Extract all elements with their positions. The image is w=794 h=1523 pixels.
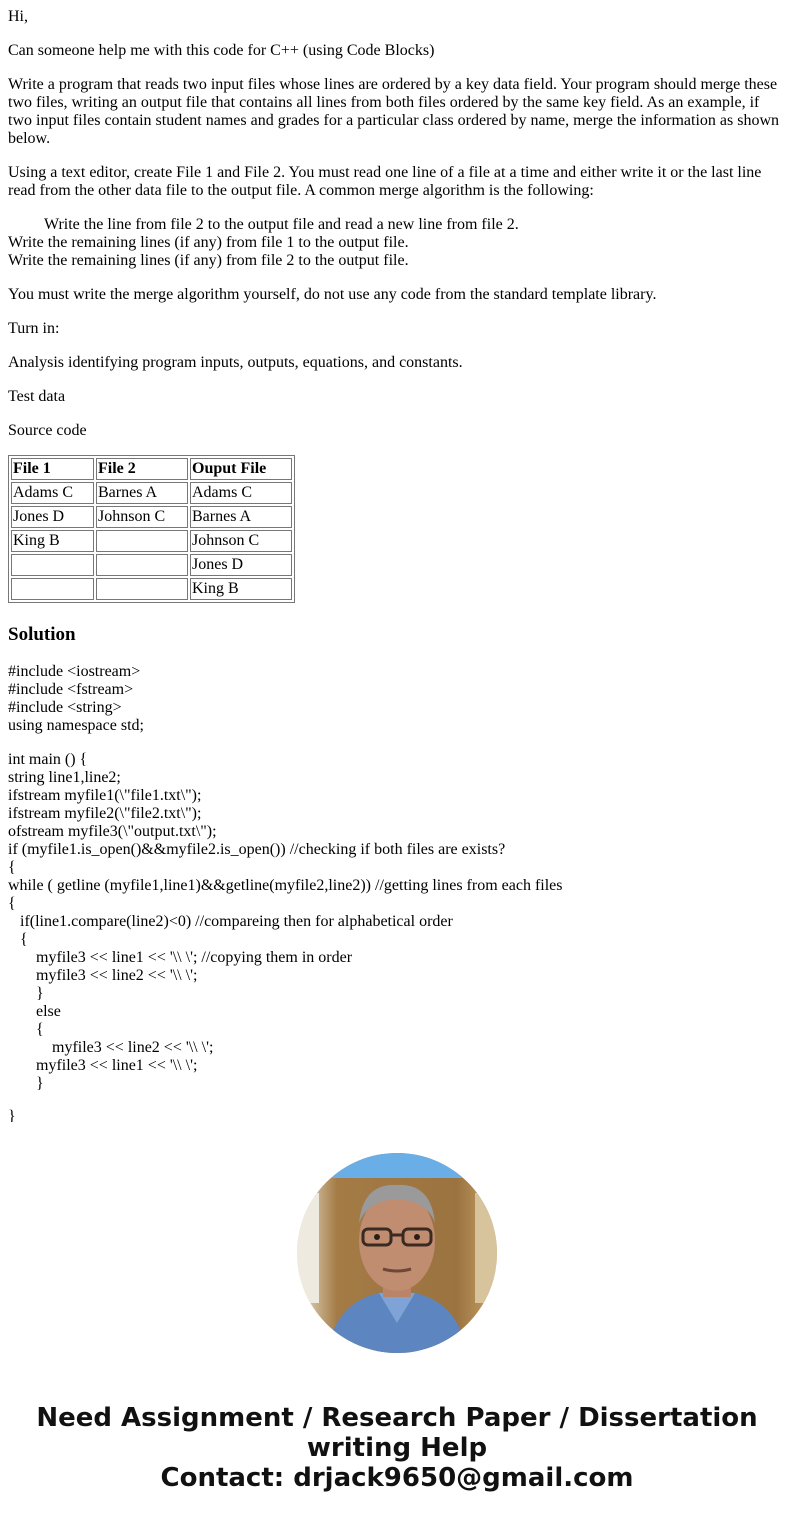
test-data-item: Test data xyxy=(8,388,66,405)
table-cell xyxy=(96,554,188,576)
table-cell: Johnson C xyxy=(190,530,292,552)
solution-heading: Solution xyxy=(8,624,76,645)
table-cell: Jones D xyxy=(11,506,94,528)
table-cell: Barnes A xyxy=(190,506,292,528)
stl-note: You must write the merge algorithm yourself, do not use any code from the standard template library. xyxy=(8,286,657,303)
source-code-item: Source code xyxy=(8,422,87,439)
table-header: File 2 xyxy=(96,458,188,480)
greeting: Hi, xyxy=(8,8,28,25)
table-cell: Jones D xyxy=(190,554,292,576)
code-line: { xyxy=(8,859,16,876)
code-line: ofstream myfile3(\"output.txt\"); xyxy=(8,823,217,840)
algorithm-step: Write the line from file 2 to the output file and read a new line from file 2. xyxy=(44,216,519,233)
author-avatar xyxy=(297,1153,497,1353)
code-line: #include <iostream> xyxy=(8,663,141,680)
code-line-cut: } xyxy=(8,1108,16,1122)
code-line: myfile3 << line2 << '\\ \'; xyxy=(8,967,198,984)
table-cell xyxy=(96,530,188,552)
table-cell xyxy=(96,578,188,600)
table-row xyxy=(11,482,292,504)
table-cell: King B xyxy=(11,530,94,552)
code-line: { xyxy=(8,1021,44,1038)
merge-algorithm xyxy=(8,216,519,270)
algorithm-step: Write the remaining lines (if any) from file 1 to the output file. xyxy=(8,234,409,251)
solution-code xyxy=(8,663,563,1093)
code-line: myfile3 << line1 << '\\ \'; xyxy=(8,1057,198,1074)
table-row xyxy=(11,506,292,528)
table-cell: Adams C xyxy=(190,482,292,504)
contact-line: Contact: drjack9650@gmail.com xyxy=(160,1463,634,1493)
code-line: int main () { xyxy=(8,751,88,768)
analysis-item: Analysis identifying program inputs, outputs, equations, and constants. xyxy=(8,354,463,371)
promo-banner xyxy=(0,1403,794,1493)
table-cell: Johnson C xyxy=(96,506,188,528)
table-cell xyxy=(11,554,94,576)
table-cell: Adams C xyxy=(11,482,94,504)
code-line: if (myfile1.is_open()&&myfile2.is_open()) //checking if both files are exists? xyxy=(8,841,506,858)
table-row xyxy=(11,530,292,552)
question-ask: Can someone help me with this code for C++ (using Code Blocks) xyxy=(8,42,435,59)
table-header: File 1 xyxy=(11,458,94,480)
turn-in-label: Turn in: xyxy=(8,320,60,337)
code-line: ifstream myfile1(\"file1.txt\"); xyxy=(8,787,202,804)
banner-line: writing Help xyxy=(306,1433,488,1463)
table-row xyxy=(11,554,292,576)
table-cell: King B xyxy=(190,578,292,600)
code-line: else xyxy=(8,1003,61,1020)
code-line: { xyxy=(8,931,28,948)
code-line: if(line1.compare(line2)<0) //compareing then for alphabetical order xyxy=(8,913,453,930)
task-description: Write a program that reads two input files whose lines are ordered by a key data field. Your program should merge these two files, writing an output file that contains all lines from both files ordered by the same key field. As an example, if two input files contain student names and grades for a particular class ordered by name, merge the information as shown below. xyxy=(8,76,780,147)
code-line: string line1,line2; xyxy=(8,769,121,786)
code-line: while ( getline (myfile1,line1)&&getline(myfile2,line2)) //getting lines from each files xyxy=(8,877,563,894)
author-photo xyxy=(297,1153,497,1353)
code-line: #include <fstream> xyxy=(8,681,134,698)
code-line: myfile3 << line2 << '\\ \'; xyxy=(8,1039,214,1056)
code-line: } xyxy=(8,985,44,1002)
table-cell xyxy=(11,578,94,600)
code-line: { xyxy=(8,895,16,912)
table-header-row xyxy=(11,458,292,480)
algorithm-step: Write the remaining lines (if any) from file 2 to the output file. xyxy=(8,252,409,269)
table-row xyxy=(11,578,292,600)
code-line: ifstream myfile2(\"file2.txt\"); xyxy=(8,805,202,822)
merge-example-table xyxy=(8,455,295,603)
code-line: } xyxy=(8,1075,44,1092)
instructions: Using a text editor, create File 1 and File 2. You must read one line of a file at a time and either write it or the last line read from the other data file to the output file. A common merge algorithm is the following: xyxy=(8,164,762,199)
code-line: myfile3 << line1 << '\\ \'; //copying them in order xyxy=(8,949,353,966)
banner-line: Need Assignment / Research Paper / Dissertation xyxy=(36,1403,758,1433)
code-line: #include <string> xyxy=(8,699,122,716)
code-line: using namespace std; xyxy=(8,717,144,734)
table-header: Ouput File xyxy=(190,458,292,480)
table-cell: Barnes A xyxy=(96,482,188,504)
